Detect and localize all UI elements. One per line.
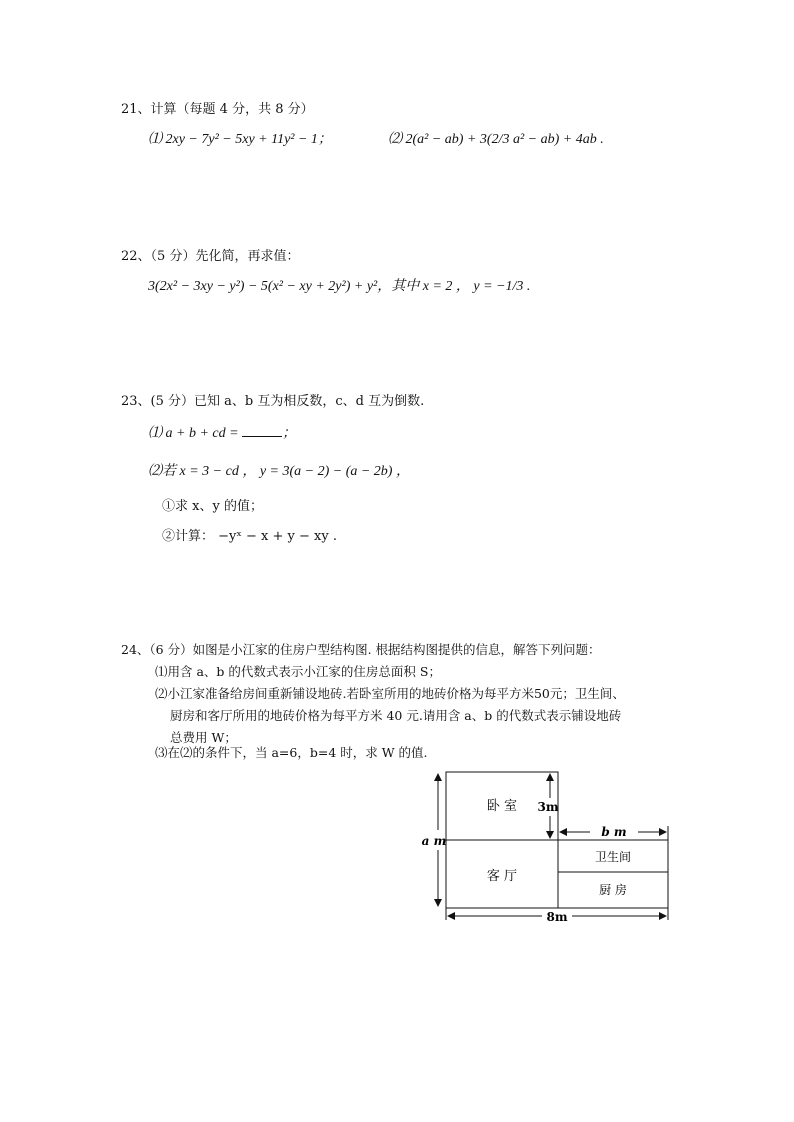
q22-expression: 3(2x² − 3xy − y²) − 5(x² − xy + 2y²) + y²，其中 x = 2 ， y = −1/3 . [148,279,531,294]
bedroom-label: 卧 室 [486,799,518,814]
bathroom-label: 卫生间 [594,850,632,864]
dim-3-label: 3m [537,800,559,814]
q24-part2-line2: 厨房和客厅所用的地砖价格为每平方米 40 元.请用含 a、b 的代数式表示铺设地砖 [170,708,622,723]
q23-part1-text: ⑴ a + b + cd = [148,426,243,441]
kitchen-label: 厨 房 [599,883,627,897]
q23-part2: ⑵若 x = 3 − cd ， y = 3(a − 2) − (a − 2b) ， [148,464,410,479]
q23-part1 [148,422,296,442]
dim-a-label: a m [421,834,447,848]
q23-part1-end: ； [282,426,297,441]
q24-part2-line3: 总费用 W； [170,730,237,745]
q23-sub1: ①求 x、y 的值； [162,499,263,514]
q24-part3: ⑶在⑵的条件下，当 a=6，b=4 时，求 W 的值. [155,745,428,760]
living-room-label: 客 厅 [486,869,518,884]
q21-title: 21、计算（每题 4 分，共 8 分） [121,102,314,117]
q21-part1: ⑴ 2xy − 7y² − 5xy + 11y² − 1； [148,132,332,147]
q24-title: 24、（6 分）如图是小江家的住房户型结构图. 根据结构图提供的信息，解答下列问题： [121,642,601,657]
dim-8-label: 8m [546,910,568,924]
q23-title: 23、(5 分）已知 a、b 互为相反数，c、d 互为倒数. [121,394,425,409]
floor-plan-diagram [410,768,680,928]
q22-title: 22、（5 分）先化简，再求值： [121,249,300,264]
q24-part1: ⑴用含 a、b 的代数式表示小江家的住房总面积 S； [155,664,441,679]
answer-blank [242,424,282,437]
q24-part2-line1: ⑵小江家准备给房间重新铺设地砖.若卧室所用的地砖价格为每平方米50元；卫生间、 [155,686,625,701]
dim-b-label: b m [601,825,627,839]
q23-sub2: ②计算： −yˣ − x + y − xy . [162,529,337,544]
q21-part2: ⑵ 2(a² − ab) + 3(2/3 a² − ab) + 4ab . [388,132,604,147]
